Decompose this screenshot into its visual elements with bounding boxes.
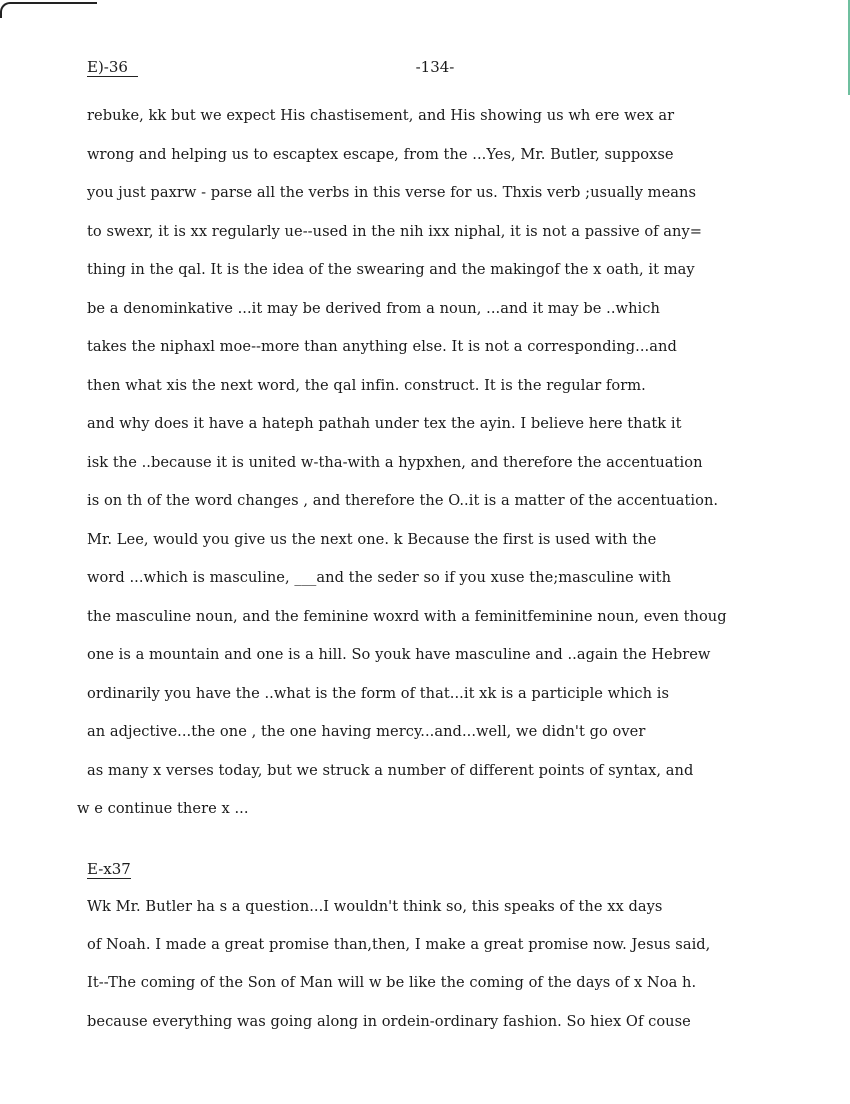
text-line: ordinarily you have the ..what is the form of that...it xk is a participle which is [87,685,669,702]
text-line: as many x verses today, but we struck a number of different points of syntax, and [87,762,694,779]
page-number: -134- [415,58,455,76]
text-line: be a denominkative ...it may be derived from a noun, ...and it may be ..which [87,300,660,317]
text-line: takes the niphaxl moe--more than anything else. It is not a corresponding...and [87,338,677,355]
text-line: Wk Mr. Butler ha s a question...I wouldn't think so, this speaks of the xx days [87,898,663,915]
text-line: rebuke, kk but we expect His chastisement, and His showing us wh ere wex ar [87,107,675,124]
text-line: isk the ..because it is united w-tha-with a hypxhen, and therefore the accentuation [87,454,703,471]
text-line: then what xis the next word, the qal infin. construct. It is the regular form. [87,377,646,394]
page-corner-mark [0,2,97,18]
section-code: E-x37 [87,860,131,878]
text-line: w e continue there x ... [77,800,249,817]
page-code: E)-36 [87,58,138,77]
text-line: of Noah. I made a great promise than,then, I make a great promise now. Jesus said, [87,936,711,953]
text-line: to swexr, it is xx regularly ue--used in the nih ixx niphal, it is not a passive of any= [87,223,703,240]
text-line: word ...which is masculine, ___and the seder so if you xuse the;masculine with [87,569,672,586]
text-line: It--The coming of the Son of Man will w be like the coming of the days of x Noa h. [87,974,697,991]
text-line: and why does it have a hateph pathah under tex the ayin. I believe here thatk it [87,415,682,432]
text-line: the masculine noun, and the feminine woxrd with a feminitfeminine noun, even thoug [87,608,727,625]
text-line: Mr. Lee, would you give us the next one. k Because the first is used with the [87,531,657,548]
text-line: thing in the qal. It is the idea of the swearing and the makingof the x oath, it may [87,261,695,278]
text-line: is on th of the word changes , and therefore the O..it is a matter of the accentuation. [87,492,719,509]
text-line: one is a mountain and one is a hill. So youk have masculine and ..again the Hebrew [87,646,711,663]
text-line: an adjective...the one , the one having mercy...and...well, we didn't go over [87,723,646,740]
text-line: wrong and helping us to escaptex escape, from the ...Yes, Mr. Butler, suppoxse [87,146,674,163]
text-line: because everything was going along in ordein-ordinary fashion. So hiex Of couse [87,1013,691,1030]
text-line: you just paxrw - parse all the verbs in this verse for us. Thxis verb ;usually means [87,184,696,201]
